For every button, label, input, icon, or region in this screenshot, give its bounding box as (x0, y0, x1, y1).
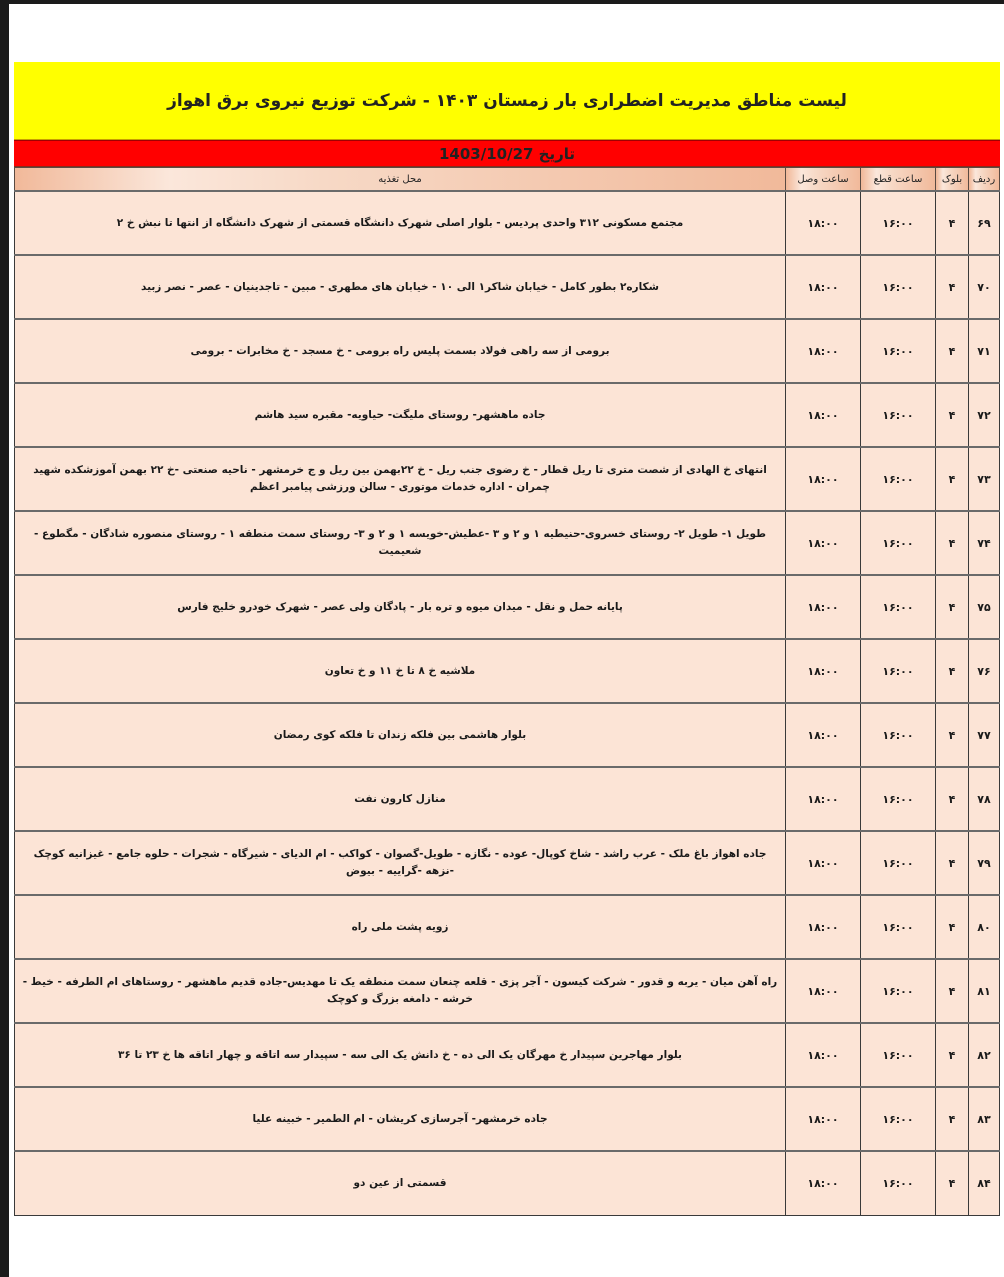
table-row (15, 831, 1000, 895)
table-header-row (15, 168, 1000, 192)
table-row (15, 1023, 1000, 1087)
block-cell: ۴ (936, 767, 969, 831)
header-block: بلوک (936, 168, 969, 192)
reconnect-time-cell: ۱۸:۰۰ (786, 1023, 861, 1087)
title-banner (14, 62, 1000, 140)
table-row (15, 511, 1000, 575)
row-number-cell: ۷۳ (969, 447, 1000, 511)
block-cell: ۴ (936, 319, 969, 383)
cut-time-cell: ۱۶:۰۰ (861, 191, 936, 255)
row-number-cell: ۷۷ (969, 703, 1000, 767)
cut-time-cell: ۱۶:۰۰ (861, 319, 936, 383)
block-cell: ۴ (936, 447, 969, 511)
cut-time-cell: ۱۶:۰۰ (861, 383, 936, 447)
location-cell: بلوار هاشمی بین فلکه زندان تا فلکه کوی رمضان (15, 703, 786, 767)
cut-time-cell: ۱۶:۰۰ (861, 767, 936, 831)
cut-time-cell: ۱۶:۰۰ (861, 511, 936, 575)
reconnect-time-cell: ۱۸:۰۰ (786, 255, 861, 319)
block-cell: ۴ (936, 959, 969, 1023)
outage-schedule-sheet (14, 62, 1000, 1216)
block-cell: ۴ (936, 1151, 969, 1215)
location-cell: منازل کارون نفت (15, 767, 786, 831)
row-number-cell: ۸۳ (969, 1087, 1000, 1151)
row-number-cell: ۸۲ (969, 1023, 1000, 1087)
cut-time-cell: ۱۶:۰۰ (861, 1087, 936, 1151)
reconnect-time-cell: ۱۸:۰۰ (786, 191, 861, 255)
reconnect-time-cell: ۱۸:۰۰ (786, 703, 861, 767)
cut-time-cell: ۱۶:۰۰ (861, 703, 936, 767)
location-cell: جاده ماهشهر- روستای ملیگت- حیاویه- مقبره سید هاشم (15, 383, 786, 447)
row-number-cell: ۷۴ (969, 511, 1000, 575)
table-row (15, 959, 1000, 1023)
table-row (15, 255, 1000, 319)
block-cell: ۴ (936, 383, 969, 447)
reconnect-time-cell: ۱۸:۰۰ (786, 511, 861, 575)
cut-time-cell: ۱۶:۰۰ (861, 1023, 936, 1087)
location-cell: راه آهن میان - یربه و قدور - شرکت کیسون - آجر پزی - قلعه چنعان سمت منطقه یک تا مهدیس-جاده قدیم ماهشهر - روستاهای ام الطرفه - خیط - خرشه - دامغه بزرگ و کوچک (15, 959, 786, 1023)
table-row (15, 895, 1000, 959)
location-cell: بلوار مهاجرین سپیدار خ مهرگان یک الی ده - خ دانش یک الی سه - سپیدار سه اتاقه و چهار اتاقه ها خ ۲۳ تا ۳۶ (15, 1023, 786, 1087)
reconnect-time-cell: ۱۸:۰۰ (786, 831, 861, 895)
block-cell: ۴ (936, 703, 969, 767)
reconnect-time-cell: ۱۸:۰۰ (786, 447, 861, 511)
table-row (15, 639, 1000, 703)
reconnect-time-cell: ۱۸:۰۰ (786, 319, 861, 383)
row-number-cell: ۷۰ (969, 255, 1000, 319)
reconnect-time-cell: ۱۸:۰۰ (786, 1151, 861, 1215)
reconnect-time-cell: ۱۸:۰۰ (786, 639, 861, 703)
reconnect-time-cell: ۱۸:۰۰ (786, 767, 861, 831)
block-cell: ۴ (936, 1087, 969, 1151)
table-row (15, 191, 1000, 255)
document-date: تاریخ 1403/10/27 (438, 144, 576, 163)
table-row (15, 1087, 1000, 1151)
block-cell: ۴ (936, 639, 969, 703)
block-cell: ۴ (936, 575, 969, 639)
table-row (15, 1151, 1000, 1215)
cut-time-cell: ۱۶:۰۰ (861, 255, 936, 319)
block-cell: ۴ (936, 895, 969, 959)
location-cell: طویل ۱- طویل ۲- روستای خسروی-حنیطیه ۱ و ۲ و ۳ -عطیش-خویسه ۱ و ۲ و ۳- روستای سمت منطقه ۱ - روستای منصوره شادگان - مگطوع - شعیمیت (15, 511, 786, 575)
location-cell: پایانه حمل و نقل - میدان میوه و تره بار - پادگان ولی عصر - شهرک خودرو خلیج فارس (15, 575, 786, 639)
location-cell: زویه پشت ملی راه (15, 895, 786, 959)
header-reconnect-time: ساعت وصل (786, 168, 861, 192)
row-number-cell: ۸۱ (969, 959, 1000, 1023)
location-cell: جاده خرمشهر- آجرسازی کریشان - ام الطمیر - خبینه علیا (15, 1087, 786, 1151)
table-row (15, 319, 1000, 383)
cut-time-cell: ۱۶:۰۰ (861, 447, 936, 511)
cut-time-cell: ۱۶:۰۰ (861, 895, 936, 959)
block-cell: ۴ (936, 511, 969, 575)
reconnect-time-cell: ۱۸:۰۰ (786, 383, 861, 447)
outage-table (14, 167, 1000, 1216)
cut-time-cell: ۱۶:۰۰ (861, 575, 936, 639)
header-cut-time: ساعت قطع (861, 168, 936, 192)
reconnect-time-cell: ۱۸:۰۰ (786, 575, 861, 639)
document-page (9, 4, 1004, 1277)
row-number-cell: ۷۹ (969, 831, 1000, 895)
cut-time-cell: ۱۶:۰۰ (861, 639, 936, 703)
header-row-no: ردیف (969, 168, 1000, 192)
row-number-cell: ۶۹ (969, 191, 1000, 255)
table-row (15, 447, 1000, 511)
row-number-cell: ۸۴ (969, 1151, 1000, 1215)
document-title: لیست مناطق مدیریت اضطراری بار زمستان ۱۴۰۳ - شرکت توزیع نیروی برق اهواز (167, 90, 847, 111)
block-cell: ۴ (936, 255, 969, 319)
row-number-cell: ۷۸ (969, 767, 1000, 831)
table-row (15, 383, 1000, 447)
table-row (15, 575, 1000, 639)
block-cell: ۴ (936, 831, 969, 895)
cut-time-cell: ۱۶:۰۰ (861, 1151, 936, 1215)
cut-time-cell: ۱۶:۰۰ (861, 959, 936, 1023)
row-number-cell: ۸۰ (969, 895, 1000, 959)
block-cell: ۴ (936, 1023, 969, 1087)
location-cell: شکاره۲ بطور کامل - خیابان شاکر۱ الی ۱۰ - خیابان های مطهری - مبین - تاجدینیان - عصر - نصر زبید (15, 255, 786, 319)
row-number-cell: ۷۱ (969, 319, 1000, 383)
table-row (15, 767, 1000, 831)
row-number-cell: ۷۶ (969, 639, 1000, 703)
location-cell: قسمتی از عین دو (15, 1151, 786, 1215)
reconnect-time-cell: ۱۸:۰۰ (786, 959, 861, 1023)
location-cell: انتهای خ الهادی از شصت متری تا ریل قطار - خ رضوی جنب ریل - خ ۲۲بهمن بین ریل و ج خرمشهر - ناحیه صنعتی -خ ۲۲ بهمن آموزشکده شهید چمران - اداره خدمات موتوری - سالن ورزشی پیامبر اعظم (15, 447, 786, 511)
reconnect-time-cell: ۱۸:۰۰ (786, 1087, 861, 1151)
location-cell: برومی از سه راهی فولاد بسمت پلیس راه برومی - خ مسجد - خ مخابرات - برومی (15, 319, 786, 383)
row-number-cell: ۷۲ (969, 383, 1000, 447)
cut-time-cell: ۱۶:۰۰ (861, 831, 936, 895)
location-cell: مجتمع مسکونی ۳۱۲ واحدی پردیس - بلوار اصلی شهرک دانشگاه قسمتی از شهرک دانشگاه از انتها تا نبش خ ۲ (15, 191, 786, 255)
row-number-cell: ۷۵ (969, 575, 1000, 639)
header-location: محل تغذیه (15, 168, 786, 192)
table-row (15, 703, 1000, 767)
location-cell: ملاشیه خ ۸ تا خ ۱۱ و خ تعاون (15, 639, 786, 703)
date-banner (14, 140, 1000, 167)
block-cell: ۴ (936, 191, 969, 255)
reconnect-time-cell: ۱۸:۰۰ (786, 895, 861, 959)
location-cell: جاده اهواز باغ ملک - عرب راشد - شاخ کوپال- عوده - نگازه - طویل-گصوان - کواکب - ام الدیای - شیرگاه - شجرات - حلوه جامع - غیزانیه کوچک -نزهه -گراییه - بیوض (15, 831, 786, 895)
